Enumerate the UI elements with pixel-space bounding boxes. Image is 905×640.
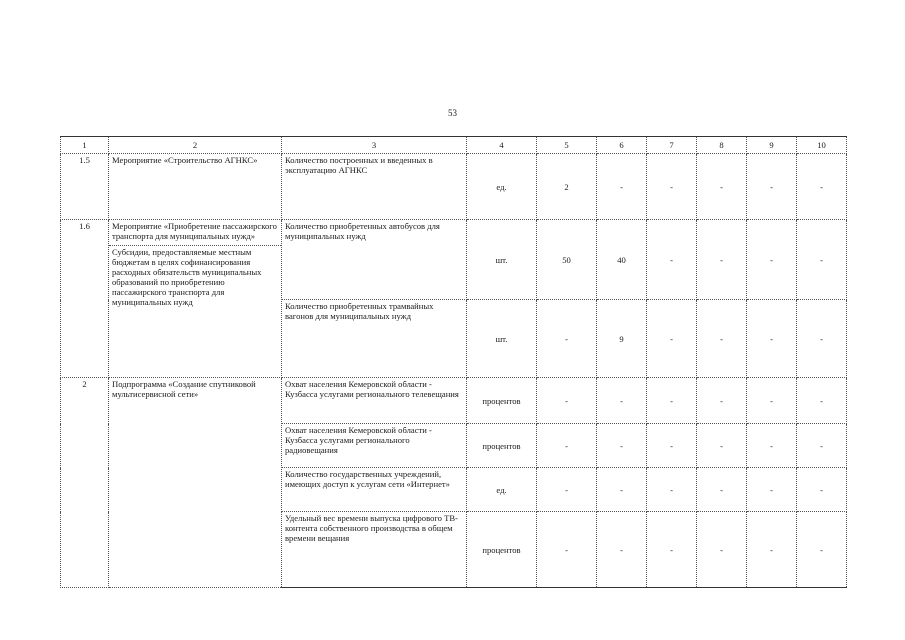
unit-cell: шт. [467,220,537,300]
header-cell: 6 [597,137,647,154]
value-cell: - [697,220,747,300]
value-cell: - [697,424,747,468]
value-cell: - [797,154,847,220]
value-cell: - [537,468,597,512]
unit-cell: процентов [467,512,537,588]
indicator-cell: Количество построенных и введенных в эксплуатацию АГНКС [282,154,467,220]
row-number: 1.6 [61,220,109,378]
value-cell: - [537,378,597,424]
event-cell [109,220,282,378]
unit-cell: ед. [467,468,537,512]
value-cell: - [537,424,597,468]
indicator-cell: Количество приобретенных автобусов для муниципальных нужд [282,220,467,300]
value-cell: - [647,468,697,512]
header-cell: 9 [747,137,797,154]
header-cell: 2 [109,137,282,154]
unit-cell: процентов [467,378,537,424]
indicator-cell: Охват населения Кемеровской области - Кузбасса услугами регионального телевещания [282,378,467,424]
value-cell: - [747,300,797,378]
event-title: Мероприятие «Приобретение пассажирского транспорта для муниципальных нужд» [112,221,277,241]
header-cell: 1 [61,137,109,154]
value-cell: - [797,300,847,378]
header-row [61,137,847,154]
value-cell: - [747,468,797,512]
indicator-cell: Удельный вес времени выпуска цифрового ТВ-контента собственного производства в общем времени вещания [282,512,467,588]
value-cell: - [747,512,797,588]
table-row [61,220,847,300]
header-cell: 4 [467,137,537,154]
value-cell: - [697,512,747,588]
value-cell: - [797,378,847,424]
value-cell: - [697,154,747,220]
value-cell: - [597,154,647,220]
indicators-table [60,136,847,588]
header-cell: 7 [647,137,697,154]
value-cell: - [647,424,697,468]
value-cell: - [797,512,847,588]
event-cell: Мероприятие «Строительство АГНКС» [109,154,282,220]
value-cell: 2 [537,154,597,220]
value-cell: 40 [597,220,647,300]
unit-cell: процентов [467,424,537,468]
value-cell: - [747,378,797,424]
table-row [61,154,847,220]
header-cell: 3 [282,137,467,154]
header-cell: 5 [537,137,597,154]
value-cell: - [597,424,647,468]
value-cell: - [597,378,647,424]
unit-cell: ед. [467,154,537,220]
indicator-cell: Количество государственных учреждений, имеющих доступ к услугам сети «Интернет» [282,468,467,512]
event-subsidy: Субсидии, предоставляемые местным бюджетам в целях софинансирования расходных обязательств муниципальных образований по приобретению пассажирского транспорта для муниципальных нужд [109,245,281,307]
indicator-cell: Количество приобретенных трамвайных вагонов для муниципальных нужд [282,300,467,378]
value-cell: - [597,468,647,512]
indicator-cell: Охват населения Кемеровской области - Кузбасса услугами регионального радиовещания [282,424,467,468]
value-cell: - [537,512,597,588]
value-cell: 50 [537,220,597,300]
value-cell: - [797,468,847,512]
value-cell: - [647,512,697,588]
value-cell: 9 [597,300,647,378]
value-cell: - [647,300,697,378]
event-cell: Подпрограмма «Создание спутниковой мультисервисной сети» [109,378,282,588]
row-number: 1.5 [61,154,109,220]
value-cell: - [647,378,697,424]
value-cell: - [697,468,747,512]
value-cell: - [647,220,697,300]
value-cell: - [697,300,747,378]
unit-cell: шт. [467,300,537,378]
value-cell: - [747,220,797,300]
value-cell: - [597,512,647,588]
value-cell: - [797,424,847,468]
value-cell: - [647,154,697,220]
value-cell: - [537,300,597,378]
page-number: 53 [448,108,457,118]
value-cell: - [797,220,847,300]
value-cell: - [747,424,797,468]
value-cell: - [747,154,797,220]
header-cell: 10 [797,137,847,154]
value-cell: - [697,378,747,424]
table-row [61,378,847,424]
row-number: 2 [61,378,109,588]
header-cell: 8 [697,137,747,154]
